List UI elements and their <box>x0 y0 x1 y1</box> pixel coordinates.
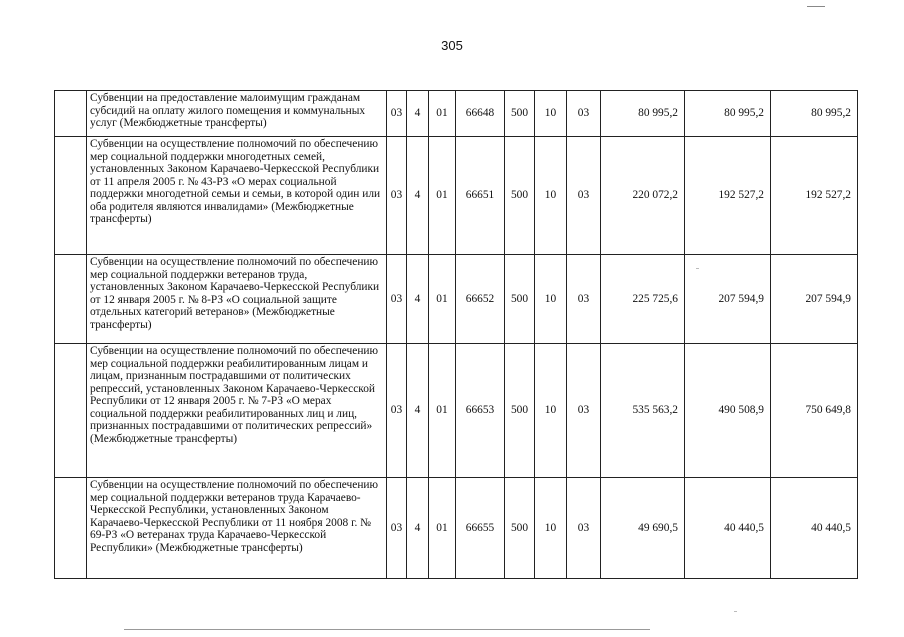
description-cell: Субвенции на осуществление полномочий по обеспечению мер социальной поддержки реабилитированным лицам и лицам, признанным пострадавшими от политических репрессий, установленных Законом Карачаево-Черкесской Республики от 12 января 2005 г. № 7-РЗ «О мерах социальной поддержки реабилитированных лиц и лиц, признанных пострадавшими от политических репрессий» (Межбюджетные трансферты) <box>87 344 387 478</box>
code-cell: 500 <box>505 478 535 579</box>
budget-table <box>54 90 858 579</box>
amount-cell: 192 527,2 <box>685 137 771 255</box>
code-cell: 03 <box>387 478 407 579</box>
code-cell: 01 <box>429 478 456 579</box>
code-cell: 03 <box>387 137 407 255</box>
bottom-edge-line <box>124 629 650 630</box>
amount-cell: 40 440,5 <box>685 478 771 579</box>
amount-cell: 80 995,2 <box>601 91 685 137</box>
code-cell: 10 <box>535 137 567 255</box>
description-cell: Субвенции на осуществление полномочий по обеспечению мер социальной поддержки ветеранов труда Карачаево-Черкесской Республики, установленных Законом Карачаево-Черкесской Республики от 11 ноября 2008 г. № 69-РЗ «О ветеранах труда Карачаево-Черкесской Республики» (Межбюджетные трансферты) <box>87 478 387 579</box>
row-number-cell <box>55 478 87 579</box>
code-cell: 01 <box>429 137 456 255</box>
code-cell: 66652 <box>456 255 505 344</box>
code-cell: 03 <box>567 478 601 579</box>
code-cell: 03 <box>567 91 601 137</box>
table-row <box>55 137 858 255</box>
code-cell: 10 <box>535 91 567 137</box>
code-cell: 500 <box>505 255 535 344</box>
amount-cell: 207 594,9 <box>771 255 858 344</box>
code-cell: 03 <box>387 255 407 344</box>
table-body <box>55 91 858 579</box>
code-cell: 03 <box>387 91 407 137</box>
code-cell: 03 <box>387 344 407 478</box>
code-cell: 4 <box>407 91 429 137</box>
code-cell: 01 <box>429 91 456 137</box>
code-cell: 03 <box>567 255 601 344</box>
code-cell: 500 <box>505 344 535 478</box>
description-cell: Субвенции на осуществление полномочий по обеспечению мер социальной поддержки ветеранов труда, установленных Законом Карачаево-Черкесской Республики от 12 января 2005 г. № 8-РЗ «О социальной защите отдельных категорий ветеранов» (Межбюджетные трансферты) <box>87 255 387 344</box>
code-cell: 66648 <box>456 91 505 137</box>
description-cell: Субвенции на осуществление полномочий по обеспечению мер социальной поддержки многодетных семей, установленных Законом Карачаево-Черкесской Республики от 11 апреля 2005 г. № 43-РЗ «О мерах социальной поддержки многодетной семьи и семьи, в которой один или оба родителя являются инвалидами» (Межбюджетные трансферты) <box>87 137 387 255</box>
code-cell: 66651 <box>456 137 505 255</box>
code-cell: 4 <box>407 255 429 344</box>
code-cell: 03 <box>567 137 601 255</box>
amount-cell: 49 690,5 <box>601 478 685 579</box>
code-cell: 10 <box>535 478 567 579</box>
page-number: 305 <box>441 38 463 53</box>
amount-cell: 80 995,2 <box>771 91 858 137</box>
code-cell: 01 <box>429 255 456 344</box>
table-row <box>55 255 858 344</box>
amount-cell: 750 649,8 <box>771 344 858 478</box>
description-cell: Субвенции на предоставление малоимущим гражданам субсидий на оплату жилого помещения и коммунальных услуг (Межбюджетные трансферты) <box>87 91 387 137</box>
code-cell: 500 <box>505 91 535 137</box>
code-cell: 10 <box>535 344 567 478</box>
code-cell: 66655 <box>456 478 505 579</box>
code-cell: 4 <box>407 478 429 579</box>
top-edge-line <box>807 6 825 7</box>
row-number-cell <box>55 344 87 478</box>
scan-speck <box>696 268 699 269</box>
code-cell: 4 <box>407 344 429 478</box>
amount-cell: 490 508,9 <box>685 344 771 478</box>
row-number-cell <box>55 255 87 344</box>
code-cell: 66653 <box>456 344 505 478</box>
amount-cell: 80 995,2 <box>685 91 771 137</box>
code-cell: 10 <box>535 255 567 344</box>
table-row <box>55 478 858 579</box>
code-cell: 500 <box>505 137 535 255</box>
amount-cell: 535 563,2 <box>601 344 685 478</box>
code-cell: 03 <box>567 344 601 478</box>
amount-cell: 40 440,5 <box>771 478 858 579</box>
amount-cell: 192 527,2 <box>771 137 858 255</box>
row-number-cell <box>55 137 87 255</box>
table-row <box>55 344 858 478</box>
amount-cell: 225 725,6 <box>601 255 685 344</box>
table-row <box>55 91 858 137</box>
scan-speck <box>734 611 737 612</box>
code-cell: 4 <box>407 137 429 255</box>
amount-cell: 207 594,9 <box>685 255 771 344</box>
code-cell: 01 <box>429 344 456 478</box>
amount-cell: 220 072,2 <box>601 137 685 255</box>
row-number-cell <box>55 91 87 137</box>
